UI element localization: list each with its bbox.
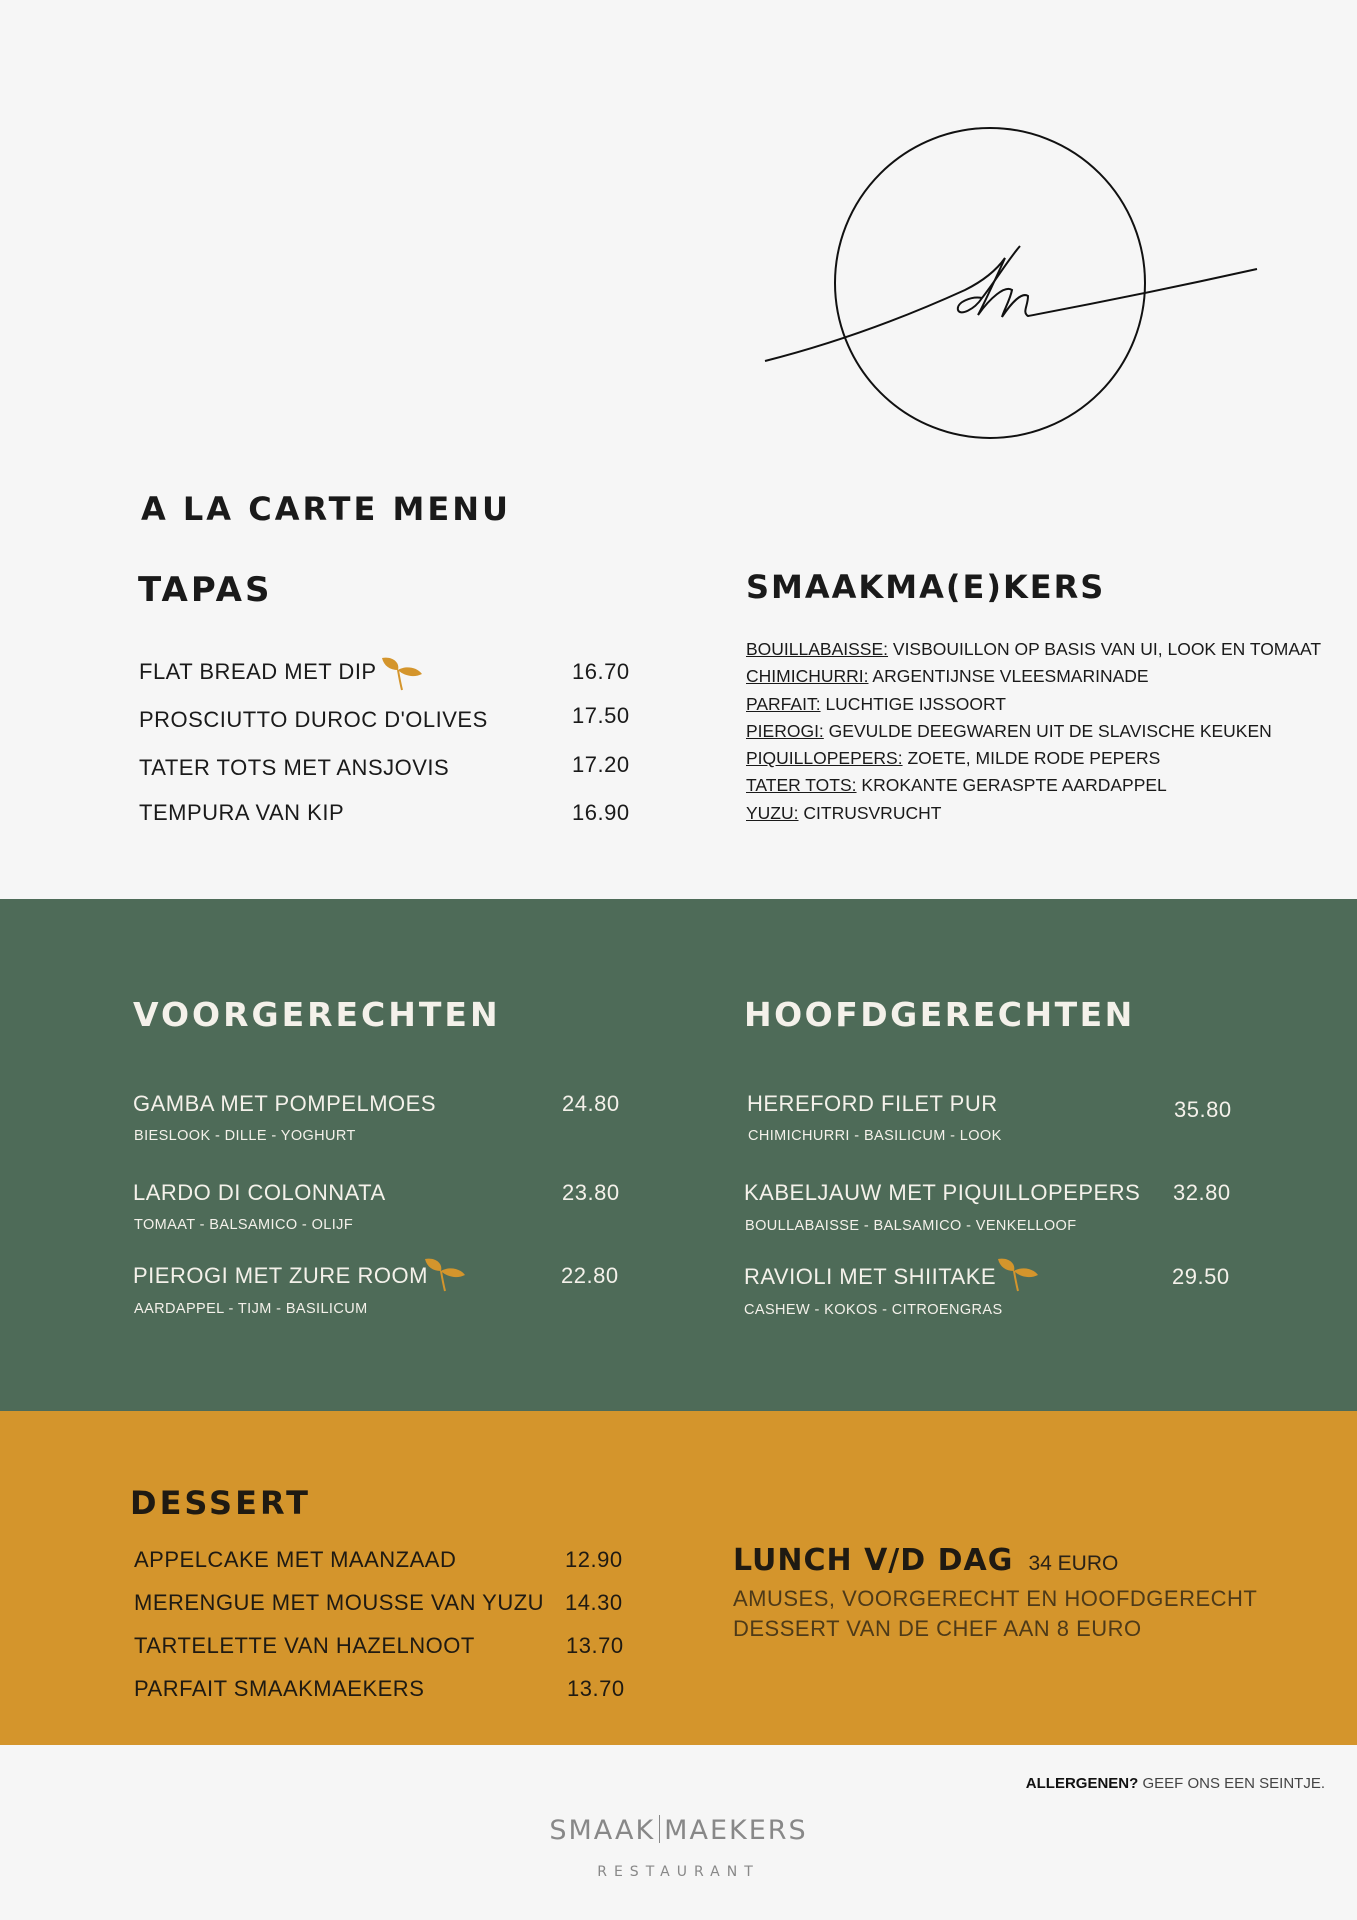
glossary-list [746, 636, 1321, 827]
glossary-entry [746, 663, 1321, 690]
brand-wordmark [0, 1815, 1357, 1846]
allergen-label: ALLERGENEN? [1025, 1775, 1139, 1792]
leaf-sprout-icon [994, 1255, 1040, 1293]
brand-subtitle: RESTAURANT [597, 1864, 760, 1880]
main-item-ingredients: BOULLABAISSE - BALSAMICO - VENKELLOOF [745, 1218, 1077, 1234]
allergen-note [1026, 1775, 1325, 1792]
starter-item-name: PIEROGI MET ZURE ROOM [133, 1263, 428, 1288]
tapas-item-name: FLAT BREAD MET DIP [139, 659, 377, 684]
lunch-title: LUNCH V/D DAG [733, 1543, 1014, 1578]
starter-item-name: GAMBA MET POMPELMOES [133, 1091, 436, 1116]
glossary-term: PARFAIT: [746, 693, 821, 714]
glossary-definition: LUCHTIGE IJSSOORT [825, 693, 1006, 714]
glossary-term: CHIMICHURRI: [746, 666, 869, 687]
lunch-description-line: AMUSES, VOORGERECHT EN HOOFDGERECHT [733, 1586, 1258, 1611]
glossary-term: TATER TOTS: [746, 775, 857, 796]
glossary-entry [746, 718, 1321, 745]
brand-divider [659, 1815, 660, 1843]
dessert-item-price: 12.90 [565, 1547, 623, 1572]
starter-item-name: LARDO DI COLONNATA [133, 1180, 386, 1205]
dessert-lunch-section [0, 1411, 1357, 1745]
glossary-entry [746, 691, 1321, 718]
tapas-item-price: 16.70 [572, 659, 630, 684]
glossary-term: PIEROGI: [746, 720, 824, 741]
glossary-term: PIQUILLOPEPERS: [746, 748, 903, 769]
tapas-item-name: TATER TOTS MET ANSJOVIS [139, 755, 450, 780]
glossary-term: YUZU: [746, 802, 799, 823]
starter-item-price: 22.80 [561, 1263, 619, 1288]
glossary-term: BOUILLABAISSE: [746, 639, 889, 659]
brand-name-right: MAEKERS [664, 1815, 808, 1846]
tapas-item-name: TEMPURA VAN KIP [139, 800, 345, 825]
starter-item-ingredients: AARDAPPEL - TIJM - BASILICUM [134, 1301, 368, 1317]
tapas-item-name: PROSCIUTTO DUROC D'OLIVES [139, 707, 488, 732]
lunch-offer [733, 1543, 1118, 1578]
dessert-item-name: APPELCAKE MET MAANZAAD [134, 1547, 457, 1572]
glossary-entry [746, 800, 1321, 827]
main-item-ingredients: CHIMICHURRI - BASILICUM - LOOK [748, 1128, 1002, 1144]
lunch-price: 34 EURO [1028, 1552, 1119, 1575]
glossary-definition: CITRUSVRUCHT [803, 802, 942, 823]
main-item-name: RAVIOLI MET SHIITAKE [744, 1264, 997, 1289]
logo-monogram [760, 120, 1260, 450]
dessert-heading: DESSERT [130, 1484, 311, 1522]
main-item-name: HEREFORD FILET PUR [747, 1091, 998, 1116]
lunch-description-line: DESSERT VAN DE CHEF AAN 8 EURO [733, 1616, 1142, 1641]
tapas-item-price: 16.90 [572, 800, 630, 825]
main-item-price: 29.50 [1172, 1264, 1230, 1289]
hoofdgerechten-heading: HOOFDGERECHTEN [744, 995, 1135, 1034]
brand-name-left: SMAAK [549, 1815, 656, 1846]
starter-item-price: 24.80 [562, 1091, 620, 1116]
dessert-item-price: 14.30 [565, 1590, 623, 1615]
glossary-definition: ZOETE, MILDE RODE PEPERS [907, 748, 1161, 769]
starter-item-ingredients: BIESLOOK - DILLE - YOGHURT [134, 1128, 356, 1144]
allergen-text: GEEF ONS EEN SEINTJE. [1142, 1775, 1325, 1792]
glossary-entry [746, 636, 1321, 663]
main-item-price: 32.80 [1173, 1180, 1231, 1205]
starter-item-price: 23.80 [562, 1180, 620, 1205]
dessert-item-price: 13.70 [567, 1676, 625, 1701]
starters-mains-section [0, 899, 1357, 1411]
glossary-definition: KROKANTE GERASPTE AARDAPPEL [861, 775, 1167, 796]
dessert-item-name: PARFAIT SMAAKMAEKERS [134, 1676, 425, 1701]
glossary-entry [746, 745, 1321, 772]
dessert-item-price: 13.70 [566, 1633, 624, 1658]
leaf-sprout-icon [378, 654, 424, 692]
glossary-definition: ARGENTIJNSE VLEESMARINADE [872, 666, 1149, 687]
dessert-item-name: TARTELETTE VAN HAZELNOOT [134, 1633, 475, 1658]
tapas-heading: TAPAS [138, 570, 273, 610]
voorgerechten-heading: VOORGERECHTEN [133, 995, 501, 1034]
glossary-definition: VISBOUILLON OP BASIS VAN UI, LOOK EN TOMAAT [892, 639, 1322, 659]
tapas-item-price: 17.20 [572, 752, 630, 777]
menu-title: A LA CARTE MENU [141, 490, 511, 528]
glossary-definition: GEVULDE DEEGWAREN UIT DE SLAVISCHE KEUKEN [828, 720, 1272, 741]
main-item-price: 35.80 [1174, 1097, 1232, 1122]
leaf-sprout-icon [421, 1255, 467, 1293]
dessert-item-name: MERENGUE MET MOUSSE VAN YUZU [134, 1590, 545, 1615]
glossary-entry [746, 772, 1321, 799]
main-item-name: KABELJAUW MET PIQUILLOPEPERS [744, 1180, 1141, 1205]
glossary-heading: SMAAKMA(E)KERS [746, 568, 1106, 606]
starter-item-ingredients: TOMAAT - BALSAMICO - OLIJF [134, 1217, 354, 1233]
tapas-item-price: 17.50 [572, 703, 630, 728]
main-item-ingredients: CASHEW - KOKOS - CITROENGRAS [744, 1302, 1003, 1318]
